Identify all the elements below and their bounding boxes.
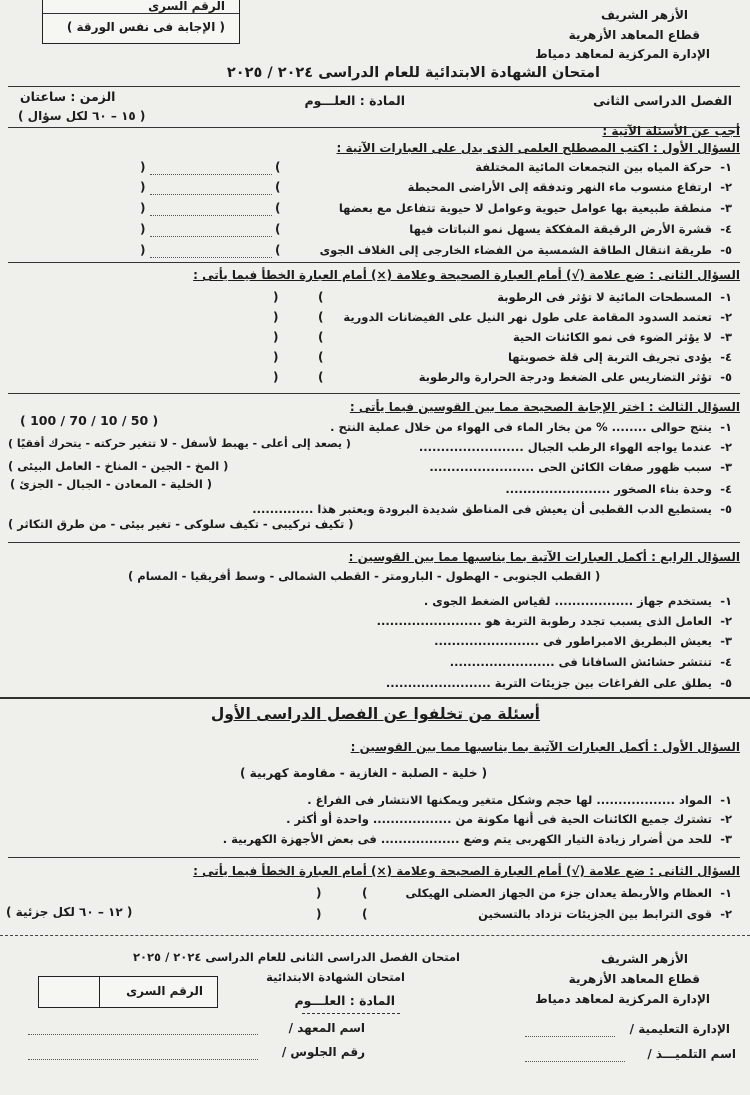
footer-subject-underline (302, 1013, 400, 1014)
student-name-field[interactable] (525, 1061, 625, 1062)
q4-item: ٣-يعيش البطريق الامبراطور فى ........................ (434, 634, 732, 648)
footer-subject: المادة : العلـــوم (294, 993, 395, 1008)
footer-institute-label: اسم المعهد / (288, 1021, 365, 1035)
q1-item: ١-حركة المياه بين التجمعات المائية المختلفة (475, 160, 732, 174)
q3-choices: ( الخلية - المعادن - الجبال - الجزئ ) (10, 477, 213, 491)
q1-item: ٣-منطقة طبيعية بها عوامل حيوية وعوامل لا حيوية تتفاعل مع بعضها (338, 201, 732, 215)
q3-item: ٢-عندما يواجه الهواء الرطب الجبال ........................ (418, 440, 732, 454)
q3-choices: ( يصعد إلى أعلى - يهبط لأسفل - لا تتغير حركته - يتحرك أفقيًا ) (8, 437, 351, 450)
q3-item: ٥-يستطيع الدب القطبى أن يعيش فى المناطق شديدة البرودة ويعتبر هذا .............. (252, 502, 732, 516)
org-line-1: الأزهر الشريف (600, 8, 688, 22)
footer-exam-sub: امتحان الشهادة الابتدائية (266, 970, 405, 984)
subject: المادة : العلـــوم (304, 93, 405, 108)
q2-item: ١-المسطحات المائية لا تؤثر فى الرطوبة (497, 290, 732, 304)
s2-q2-item: ١-العظام والأربطة يعدان جزء من الجهاز العضلى الهيكلى (405, 886, 732, 900)
q3-title: السؤال الثالث : اختر الإجابة الصحيحة مما بين القوسين فيما يأتى : (349, 400, 740, 414)
q4-item: ٢-العامل الذى يسبب تجدد رطوبة التربة هو ........................ (376, 614, 732, 628)
q4-title: السؤال الرابع : أكمل العبارات الآتية بما يناسبها مما بين القوسين : (348, 550, 740, 564)
q4-item: ٤-تنتشر حشائش السافانا فى ........................ (449, 655, 732, 669)
q2-item: ٣-لا يؤثر الضوء فى نمو الكائنات الحية (512, 330, 732, 344)
q4-item: ١-يستخدم جهاز .................. لقياس الضغط الجوى . (423, 594, 732, 608)
footer-org-line-3: الإدارة المركزية لمعاهد دمياط (535, 992, 710, 1006)
exam-time: الزمن : ساعتان (20, 89, 116, 104)
q2-item: ٤-يؤدى تجريف التربة إلى قلة خصوبتها (507, 350, 732, 364)
footer-exam-title: امتحان الفصل الدراسى الثانى للعام الدراسى ٢٠٢٤ / ٢٠٢٥ (132, 950, 460, 964)
footer-org-line-2: قطاع المعاهد الأزهرية (568, 972, 700, 986)
admin-field[interactable] (525, 1036, 615, 1037)
s2-q1-item: ٢-تشترك جميع الكائنات الحية فى أنها مكونة من .................. واحدة أو أكثر . (286, 812, 732, 826)
q3-choices: ( تكيف تركيبى - تكيف سلوكى - تغير بيئى - من طرق التكاثر ) (8, 517, 354, 531)
footer-student-label: اسم التلميـــذ / (647, 1047, 736, 1061)
s2-q1-title: السؤال الأول : أكمل العبارات الآتية بما يناسبها مما بين القوسين : (350, 740, 740, 754)
org-line-2: قطاع المعاهد الأزهرية (568, 28, 700, 42)
seat-number-field[interactable] (28, 1059, 258, 1060)
q1-item: ٢-ارتفاع منسوب ماء النهر وتدفقه إلى الأراضى المحيطة (407, 180, 732, 194)
footer-secret-number-box (38, 976, 218, 1008)
footer-org-line-1: الأزهر الشريف (600, 952, 688, 966)
institute-field[interactable] (28, 1034, 258, 1035)
q3-choices: ( المخ - الجين - المناخ - العامل البيئى ) (8, 459, 229, 473)
s2-q2-title: السؤال الثانى : ضع علامة (√) أمام العبارة الصحيحة وعلامة (×) أمام العبارة الخطأ فيما يأتى : (193, 864, 740, 878)
org-line-3: الإدارة المركزية لمعاهد دمياط (535, 47, 710, 61)
q4-item: ٥-يطلق على الفراغات بين جزيئات التربة ........................ (385, 676, 732, 690)
q1-item: ٤-قشرة الأرض الرقيقة المفككة يسهل نمو النباتات فيها (409, 222, 732, 236)
s2-q1-item: ٣-للحد من أضرار زيادة التيار الكهربى يتم وضع .................. فى بعض الأجهزة الكهربية . (222, 832, 732, 846)
footer-admin-label: الإدارة التعليمية / (629, 1022, 730, 1036)
q1-title: السؤال الأول : اكتب المصطلح العلمى الذى يدل على العبارات الآتية : (336, 141, 740, 155)
q3-item: ١-ينتج حوالى ........ % من بخار الماء فى الهواء من خلال عملية النتح . (330, 420, 732, 434)
q3-item: ٣-سبب ظهور صفات الكائن الحى ........................ (429, 460, 732, 474)
secret-number-box (42, 0, 240, 44)
s2-q2-item: ٢-قوى الترابط بين الجزيئات تزداد بالتسخين (478, 907, 732, 921)
q3-choices: ( 100 / 70 / 10 / 50 ) (20, 413, 159, 428)
q3-item: ٤-وحدة بناء الصخور ........................ (505, 482, 732, 496)
instruction: أجب عن الأسئلة الآتية : (602, 124, 740, 138)
secret-number-label: الرقم السرى (148, 0, 225, 13)
q2-title: السؤال الثانى : ضع علامة (√) أمام العبارة الصحيحة وعلامة (×) أمام العبارة الخطأ فيما يأتى : (193, 268, 740, 282)
s2-q1-item: ١-المواد .................. لها حجم وشكل متغير ويمكنها الانتشار فى الفراغ . (307, 793, 732, 807)
s2-q1-word-bank: ( خلية - الصلبة - الغازية - مقاومة كهربية ) (240, 766, 488, 780)
q2-item: ٢-تعتمد السدود المقامة على طول نهر النيل على الفيضانات الدورية (343, 310, 732, 324)
q2-item: ٥-تؤثر التضاريس على الضغط ودرجة الحرارة والرطوبة (418, 370, 732, 384)
marks-note: ( ١٥ – ٦٠ لكل سؤال ) (18, 109, 146, 123)
footer-seat-label: رقم الجلوس / (281, 1045, 365, 1059)
q1-item: ٥-طريقة انتقال الطاقة الشمسية من الفضاء الخارجى إلى الغلاف الجوى (319, 243, 732, 257)
s2-marks-note: ( ١٢ – ٦٠ لكل جزئية ) (6, 905, 133, 919)
answer-note: ( الإجابة فى نفس الورقة ) (66, 20, 225, 34)
footer-secret-number-label: الرقم السرى (126, 984, 203, 998)
semester: الفصل الدراسى الثانى (593, 93, 732, 108)
section2-title: أسئلة من تخلفوا عن الفصل الدراسى الأول (210, 705, 540, 723)
q4-word-bank: ( القطب الجنوبى - الهطول - البارومتر - القطب الشمالى - وسط أفريقيا - المسام ) (128, 569, 601, 583)
exam-title: امتحان الشهادة الابتدائية للعام الدراسى ٢٠٢٤ / ٢٠٢٥ (226, 65, 600, 81)
